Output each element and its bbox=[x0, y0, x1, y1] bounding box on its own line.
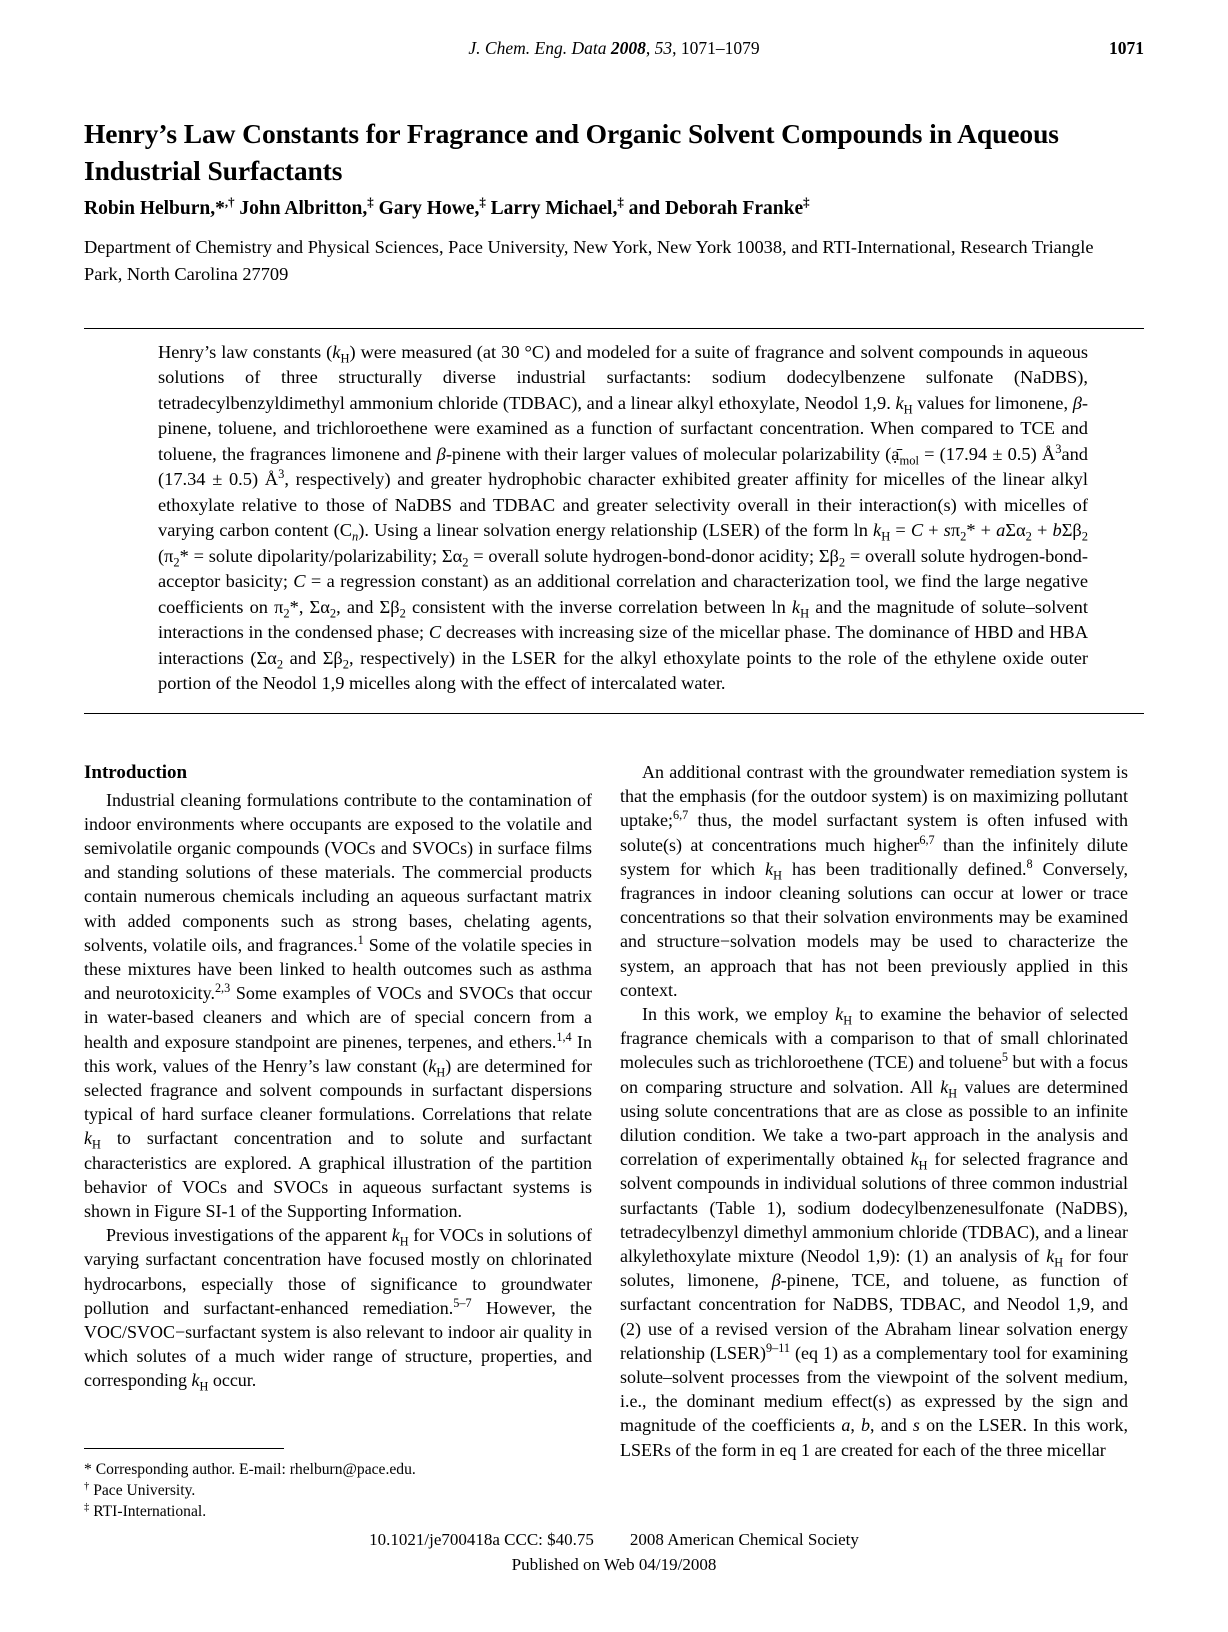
footnote-pace-university: † Pace University. bbox=[84, 1481, 196, 1500]
footnote-rule bbox=[84, 1448, 284, 1449]
copyright-text: 2008 American Chemical Society bbox=[629, 1530, 859, 1549]
body-column-right bbox=[620, 760, 1128, 1462]
paragraph: Previous investigations of the apparent $k_H$ for VOCs in solutions of varying surfactant concentration have focused mostly on chlorinated hydrocarbons, especially those of significance to groundwater pollution and surfactant-enhanced remediation.$^{5-7}$ However, the VOC/SVOC−surfactant system is also relevant to indoor air quality in which solutes of a much wider range of structure, properties, and corresponding $k_H$ occur. bbox=[84, 1225, 593, 1395]
abstract bbox=[158, 340, 1088, 697]
running-head bbox=[84, 38, 1144, 62]
abstract-bottom-rule bbox=[84, 713, 1144, 714]
journal-volume: 53 bbox=[654, 38, 673, 58]
published-web-line: Published on Web 04/19/2008 bbox=[511, 1554, 717, 1574]
doi-copyright-line bbox=[0, 1528, 1228, 1553]
paragraph: Industrial cleaning formulations contribute to the contamination of indoor environments where occupants are exposed to the volatile and semivolatile organic compounds (VOCs and SVOCs) in surface films and standing solutions of these materials. The commercial products contain numerous chemicals including an aqueous surfactant matrix with added components such as strong bases, chelating agents, solvents, volatile oils, and fragrances.$^1$ Some of the volatile species in these mixtures have been linked to health outcomes such as asthma and neurotoxicity.$^{2,3}$ Some examples of VOCs and SVOCs that occur in water-based cleaners and which are of special concern from a health and exposure standpoint are pinenes, terpenes, and ethers.$^{1,4}$ In this work, values of the Henry’s law constant $(k_H)$ are determined for selected fragrance and solvent compounds in surfactant dispersions typical of hard surface cleaner formulations. Correlations that relate $k_H$ to surfactant concentration and to solute and surfactant characteristics are explored. A graphical illustration of the partition behavior of VOCs and SVOCs in aqueous surfactant systems is shown in Figure SI-1 of the Supporting Information. bbox=[84, 789, 592, 1221]
affiliation: Department of Chemistry and Physical Sciences, Pace University, New York, New York 10038, and RTI-International, Research Triangle Park, North Carolina 27709 bbox=[84, 237, 1094, 284]
journal-year: 2008 bbox=[610, 38, 646, 58]
journal-citation: J. Chem. Eng. Data 2008, 53, 1071–1079 bbox=[468, 38, 760, 58]
abstract-top-rule bbox=[84, 328, 1144, 329]
section-heading-introduction: Introduction bbox=[84, 762, 188, 783]
author-list: Robin Helburn,*,† John Albritton,‡ Gary Howe,‡ Larry Michael,‡ and Deborah Franke‡ bbox=[84, 195, 810, 219]
footnote-corresponding-author: * Corresponding author. E-mail: rhelburn@pace.edu. bbox=[84, 1461, 416, 1478]
body-column-left bbox=[84, 760, 592, 1393]
abstract-text: Henry’s law constants $(k_H)$ were measured (at 30 °C) and modeled for a suite of fragrance and solvent compounds in aqueous solutions of three structurally diverse industrial surfactants: sodium dodecylbenzene sulfonate (NaDBS), tetradecylbenzyldimethyl ammonium chloride (TDBAC), and a linear alkyl ethoxylate, Neodol 1,9. $k_H$ values for limonene, β-pinene, toluene, and trichloroethene were examined as a function of surfactant concentration. When compared to TCE and toluene, the fragrances limonene and β-pinene with their larger values of molecular polarizability ($ạ̄_{mol} = (17.94 \pm 0.5)$ $Å^3and$ (17.34 ± 0.5) $Å^3$, respectively) and greater hydrophobic character exhibited greater affinity for micelles of the linear alkyl ethoxylate relative to those of NaDBS and TDBAC and greater selectivity overall in their interaction(s) with micelles of varying carbon content $(C_n)$. Using a linear solvation energy relationship (LSER) of the form $\ln k_H = C + s\pi_2* + a\Sigma\alpha_2 + b\Sigma\beta_2$ ($\pi_2*$ = solute dipolarity/polarizability; $\Sigma\alpha_2$ = overall solute hydrogen-bond-donor acidity; $\Sigma\beta_2$ = overall solute hydrogen-bond-acceptor basicity; C = a regression constant) as an additional correlation and characterization tool, we find the large negative coefficients on $\pi_2*$, $\Sigma\alpha_2$, and $\Sigma\beta_2$ consistent with the inverse correlation between $\ln k_H$ and the magnitude of solute–solvent interactions in the condensed phase; C decreases with increasing size of the micellar phase. The dominance of HBD and HBA interactions ($\Sigma\alpha_2$ and $\Sigma\beta_2$, respectively) in the LSER for the alkyl ethoxylate points to the role of the ethylene oxide outer portion of the Neodol 1,9 micelles along with the effect of intercalated water. bbox=[158, 342, 1089, 694]
footnotes bbox=[84, 1459, 592, 1523]
journal-name: J. Chem. Eng. Data bbox=[468, 38, 607, 58]
page-footer bbox=[0, 1528, 1228, 1577]
journal-pages: 1071–1079 bbox=[680, 38, 760, 58]
page-number: 1071 bbox=[1109, 38, 1144, 58]
paragraph: In this work, we employ $k_H$ to examine the behavior of selected fragrance chemicals with a comparison to that of small chlorinated molecules such as trichloroethene (TCE) and toluene$^5$ but with a focus on comparing structure and solvation. All $k_H$ values are determined using solute concentrations that are as close as possible to an infinite dilution condition. We take a two-part approach in the analysis and correlation of experimentally obtained $k_H$ for selected fragrance and solvent compounds in individual solutions of three common industrial surfactants (Table 1), sodium dodecylbenzenesulfonate (NaDBS), tetradecylbenzyl dimethyl ammonium chloride (TDBAC), and a linear alkylethoxylate mixture (Neodol 1,9): (1) an analysis of $k_H$ for four solutes, limonene, β-pinene, TCE, and toluene, as function of surfactant concentration for NaDBS, TDBAC, and Neodol 1,9, and (2) use of a revised version of the Abraham linear solvation energy relationship (LSER)$^{9-11}$ (eq 1) as a complementary tool for examining solute–solvent processes from the viewpoint of the solvent medium, i.e., the dominant medium effect(s) as expressed by the sign and magnitude of the coefficients a, b, and s on the LSER. In this work, LSERs of the form in eq 1 are created for each of the three micellar bbox=[620, 1004, 1129, 1460]
paragraph: An additional contrast with the groundwater remediation system is that the emphasis (for the outdoor system) is on maximizing pollutant uptake;$^{6,7}$ thus, the model surfactant system is often infused with solute(s) at concentrations much higher$^{6,7}$ than the infinitely dilute system for which $k_H$ has been traditionally defined.$^8$ Conversely, fragrances in indoor cleaning solutions can occur at lower or trace concentrations so that their solvation environments may be examined and structure−solvation models may be used to characterize the system, an approach that has not been previously applied in this context. bbox=[620, 762, 1128, 1000]
footnote-rti-international: ‡ RTI-International. bbox=[84, 1502, 207, 1521]
page-title: Henry’s Law Constants for Fragrance and Organic Solvent Compounds in Aqueous Industrial Surfactants bbox=[84, 118, 1059, 186]
doi-text: 10.1021/je700418a CCC: $40.75 bbox=[369, 1530, 594, 1549]
